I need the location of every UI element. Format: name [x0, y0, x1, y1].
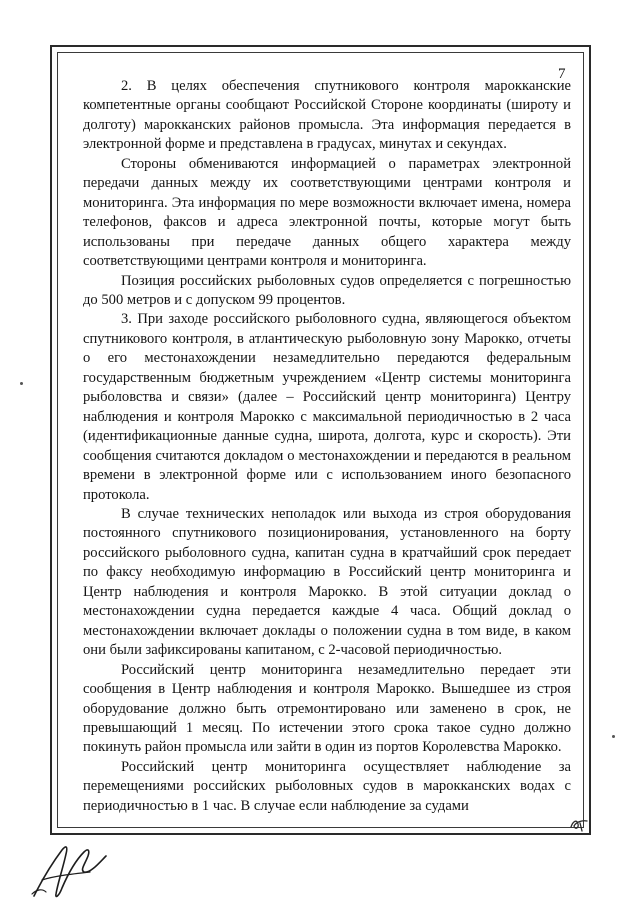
paragraph-repair-deadline: Российский центр мониторинга незамедлительно передает эти сообщения в Центр наблюдения и контроля Марокко. Вышедшее из строя оборудование должно быть отремонтировано или заменено в срок, не превышающий 1 месяц. По истечении этого срока такое судно должно покинуть район промысла или зайти в один из портов Королевства Марокко. [83, 661, 571, 756]
paragraph-coordinates: 2. В целях обеспечения спутникового контроля марокканские компетентные органы сообщают Российской Стороне координаты (широту и долготу) марокканских районов промысла. Эта информация передается в электронной форме и представлена в градусах, минутах и секундах. [83, 78, 571, 153]
handwritten-signature [28, 836, 148, 902]
paragraph-zone-entry: 3. При заходе российского рыболовного судна, являющегося объектом спутникового контроля, в атлантическую рыболовную зону Марокко, отчеты о его местонахождении незамедлительно передаются федеральным государственным бюджетным учреждением «Центр системы мониторинга рыболовства и связи» (далее – Российский центр мониторинга) Центру наблюдения и контроля Марокко с максимальной периодичностью в 2 часа (идентификационные данные судна, широта, долгота, курс и скорость). Эти сообщения считаются докладом о местонахождении и передаются в реальном времени в электронной форме или с использованием иного безопасного протокола. [83, 311, 571, 503]
page-number: 7 [558, 66, 566, 82]
paragraph-position-accuracy: Позиция российских рыболовных судов определяется с погрешностью до 500 метров и с допуском 99 процентов. [83, 272, 571, 308]
paragraph-hourly-monitoring: Российский центр мониторинга осуществляет наблюдение за перемещениями российских рыболовных судов в марокканских водах с периодичностью в 1 час. В случае если наблюдение за судами [83, 758, 571, 814]
paragraph-data-exchange: Стороны обмениваются информацией о параметрах электронной передачи данных между их соответствующими центрами контроля и мониторинга. Эта информация по мере возможности включает имена, номера телефонов, факсов и адреса электронной почты, которые могут быть использованы при передаче данных общего характера между соответствующими центрами контроля и мониторинга. [83, 155, 571, 270]
scan-speck [612, 735, 615, 738]
handwritten-corner-mark [568, 815, 590, 833]
document-body [83, 77, 571, 816]
paragraph-equipment-failure: В случае технических неполадок или выхода из строя оборудования постоянного спутникового позиционирования, установленного на борту российского рыболовного судна, капитан судна в кратчайший срок передает по факсу необходимую информацию в Российский центр мониторинга и Центр наблюдения и контроля Марокко. В этой ситуации доклад о местонахождении судна передается каждые 4 часа. Общий доклад о местонахождении включает доклады о положении судна в том виде, в каком они были зафиксированы капитаном, с 2-часовой периодичностью. [83, 505, 571, 659]
scan-speck [20, 382, 23, 385]
